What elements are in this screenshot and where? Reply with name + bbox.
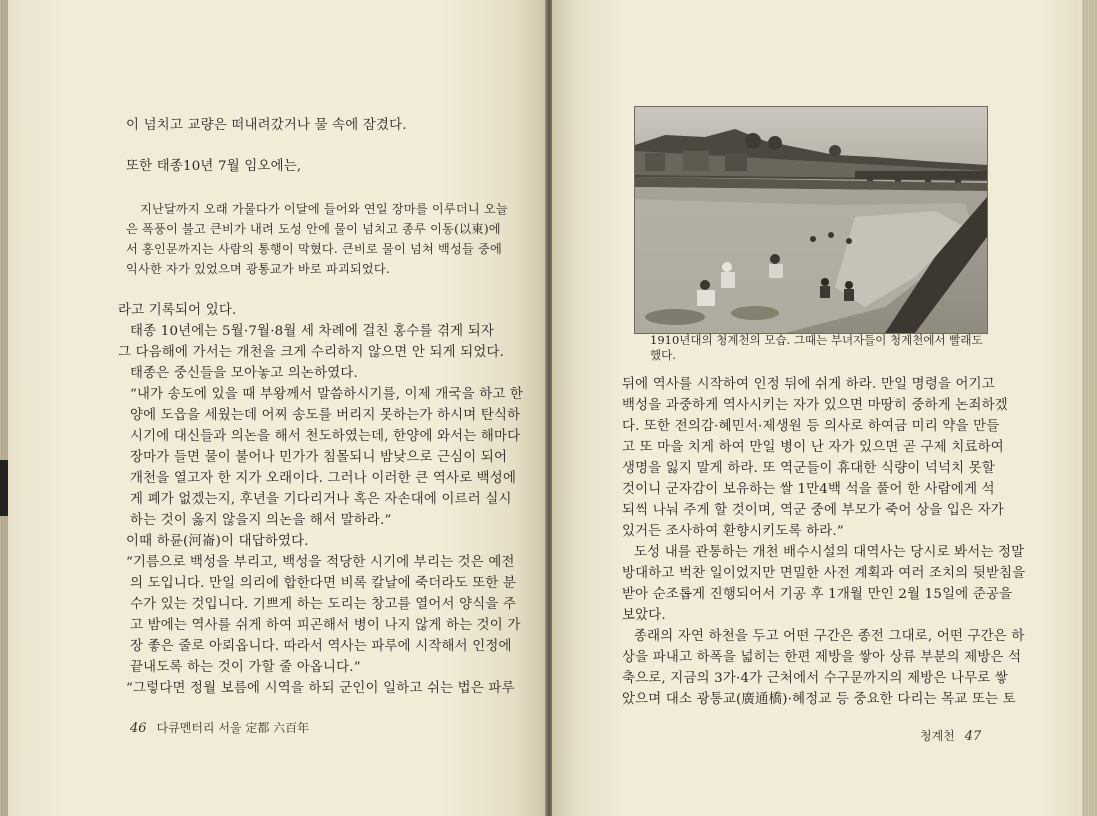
right-text-line: 고 또 마을 치게 하여 만일 병이 난 자가 있으면 곧 구제 치료하여 <box>622 440 1004 455</box>
caption-line: 했다. <box>650 348 676 362</box>
left-text-line: 그 다음해에 가서는 개천을 크게 수리하지 않으면 안 되게 되었다. <box>118 345 505 360</box>
index-tab-mark <box>0 460 8 516</box>
right-text-line: 받아 순조롭게 진행되어서 기공 후 1개월 만인 2월 15일에 준공을 <box>622 587 1013 602</box>
right-text-line: 종래의 자연 하천을 두고 어떤 구간은 종전 그대로, 어떤 구간은 하 <box>634 629 1025 644</box>
left-text-line: 고 밤에는 역사를 쉬게 하여 피곤해서 병이 나지 않게 하는 것이 가 <box>130 618 521 633</box>
left-text-line: 하는 것이 옳지 않을지 의논을 해서 말하라.” <box>130 513 392 528</box>
left-text-line: 또한 태종10년 7월 임오에는, <box>126 159 302 174</box>
right-page-footer <box>920 727 991 744</box>
photo-caption <box>650 333 990 363</box>
left-quote-line: 서 홍인문까지는 사람의 통행이 막혔다. 큰비로 물이 넘쳐 백성들 중에 <box>126 242 502 256</box>
right-text-line: 보았다. <box>622 608 666 623</box>
left-text-line: 장 좋은 줄로 아뢰옵니다. 따라서 역사는 파루에 시작해서 인정에 <box>130 639 512 654</box>
left-text-line: 시기에 대신들과 의논을 해서 천도하였는데, 한양에 와서는 해마다 <box>130 429 521 444</box>
right-text-line: 생명을 잃지 말게 하라. 또 역군들이 휴대한 식량이 넉넉치 못할 <box>622 461 995 476</box>
left-text-line: 이때 하륜(河崙)이 대답하였다. <box>126 534 309 549</box>
right-text-line: 상을 파내고 하폭을 넓히는 한편 제방을 쌓아 상류 부분의 제방은 석 <box>622 650 1022 665</box>
left-text-line: 장마가 들면 물이 불어나 민가가 침몰되니 밤낮으로 근심이 되어 <box>130 450 508 465</box>
left-quote-line: 익사한 자가 있었으며 광통교가 바로 파괴되었다. <box>126 262 390 276</box>
right-text-line: 백성을 과중하게 역사시키는 자가 있으면 마땅히 중하게 논죄하겠 <box>622 398 1008 413</box>
historical-photo-cheonggyecheon <box>634 106 988 334</box>
right-text-line: 뒤에 역사를 시작하여 인정 뒤에 쉬게 하라. 만일 명령을 어기고 <box>622 377 995 392</box>
right-text-line: 방대하고 벅찬 일이었지만 면밀한 사전 계획과 여러 조치의 뒷받침을 <box>622 566 1026 581</box>
page-number: 47 <box>964 729 982 744</box>
left-text-line: 태종 10년에는 5월·7월·8월 세 차례에 걸친 홍수를 겪게 되자 <box>130 324 495 339</box>
right-text-line: 것이니 군자감이 보유하는 쌀 1만4백 석을 풀어 한 사람에게 석 <box>622 482 995 497</box>
page-number: 46 <box>130 721 147 736</box>
left-text-line: 개천을 열고자 한 지가 오래이다. 그러나 이러한 큰 역사로 백성에 <box>130 471 517 486</box>
left-quote-line: 지난달까지 오래 가물다가 이달에 들어와 연일 장마를 이루더니 오늘 <box>140 202 508 216</box>
right-text-line: 되씩 나눠 주게 할 것이며, 역군 중에 부모가 죽어 상을 입은 자가 <box>622 503 1004 518</box>
left-quote-line: 은 폭풍이 불고 큰비가 내려 도성 안에 물이 넘치고 종루 이동(以東)에 <box>126 222 501 236</box>
running-title: 청계천 <box>920 729 955 743</box>
right-text-line: 축으로, 지금의 3가·4가 근처에서 수구문까지의 제방은 나무로 쌓 <box>622 671 1008 686</box>
page-edge-left <box>0 0 8 816</box>
left-text-line: 의 도입니다. 만일 의리에 합한다면 비록 칼날에 죽더라도 또한 분 <box>130 576 517 591</box>
right-text-line: 았으며 대소 광통교(廣通橋)·혜정교 등 중요한 다리는 목교 또는 토 <box>622 692 1016 707</box>
running-title: 다큐멘터리 서울 定都 六百年 <box>156 721 310 735</box>
left-text-line: “그렇다면 정월 보름에 시역을 하되 군인이 일하고 쉬는 법은 파루 <box>126 681 515 696</box>
right-text-line: 다. 또한 전의감·혜민서·제생원 등 의사로 하여금 미리 약을 만들 <box>622 419 1000 434</box>
left-text-line: 태종은 중신들을 모아놓고 의논하였다. <box>130 366 358 381</box>
left-text-line: 끝내도록 하는 것이 가할 줄 아옵니다.” <box>130 660 361 675</box>
left-text-line: 게 폐가 없겠는지, 후년을 기다리거나 혹은 자손대에 이르러 실시 <box>130 492 512 507</box>
left-text-line: 양에 도읍을 세웠는데 어찌 송도를 버리지 못하는가 하시며 탄식하 <box>130 408 521 423</box>
page-edge-right <box>1082 0 1097 816</box>
caption-line: 1910년대의 청계천의 모습. 그때는 부녀자들이 청계천에서 빨래도 <box>650 333 983 347</box>
photo-illustration <box>635 107 987 333</box>
left-text-line: 수가 있는 것입니다. 기쁘게 하는 도리는 창고를 열어서 양식을 주 <box>130 597 517 612</box>
left-text-line: “내가 송도에 있을 때 부왕께서 말씀하시기를, 이제 개국을 하고 한 <box>130 387 524 402</box>
left-text-line: “기름으로 백성을 부리고, 백성을 적당한 시기에 부리는 것은 예전 <box>126 555 515 570</box>
left-page-footer <box>130 719 309 736</box>
left-text-line: 이 넘치고 교량은 떠내려갔거나 물 속에 잠겼다. <box>126 118 407 133</box>
right-text-line: 도성 내를 관통하는 개천 배수시설의 대역사는 당시로 봐서는 정말 <box>634 545 1025 560</box>
left-text-line: 라고 기록되어 있다. <box>118 303 237 318</box>
right-text-line: 있거든 조사하여 환향시키도록 하라.” <box>622 524 844 539</box>
